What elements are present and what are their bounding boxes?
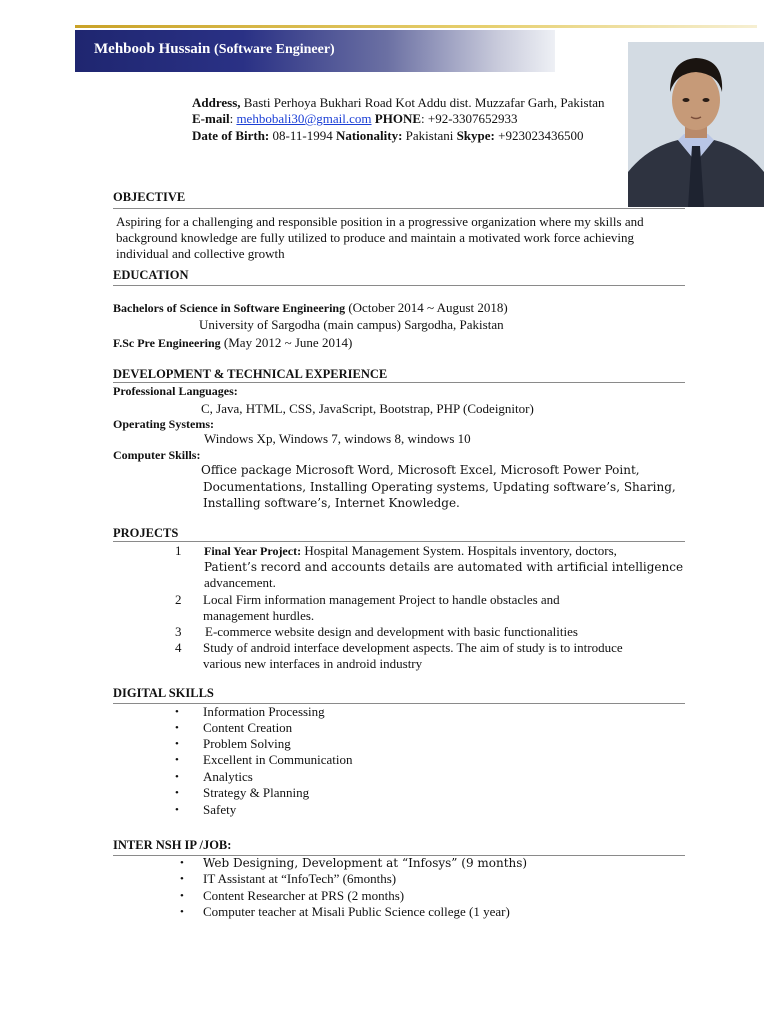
project-1-title: Hospital Management System. Hospitals inventory, doctors,	[304, 543, 617, 558]
digital-skill-item: Strategy & Planning	[203, 785, 310, 800]
degree-1-school: University of Sargodha (main campus) Sargodha, Pakistan	[199, 317, 504, 332]
digital-skill-item: Information Processing	[203, 704, 325, 719]
project-3-number: 3	[175, 624, 182, 639]
degree-2	[113, 335, 352, 351]
experience-rule	[113, 382, 685, 383]
digital-skill-item: Content Creation	[203, 720, 293, 735]
os-value: Windows Xp, Windows 7, windows 8, windows 10	[204, 431, 471, 446]
nationality-value: Pakistani	[405, 128, 454, 143]
project-1-number: 1	[175, 543, 182, 558]
skype-value: +923023436500	[498, 128, 584, 143]
project-3-line-1: E-commerce website design and development with basic functionalities	[205, 624, 578, 639]
digital-skill-item: Excellent in Communication	[203, 752, 353, 767]
candidate-role: (Software Engineer)	[214, 42, 335, 57]
phone-label: PHONE	[374, 111, 422, 126]
objective-heading: OBJECTIVE	[113, 190, 186, 204]
email-colon: :	[229, 111, 234, 126]
address-label: Address,	[192, 95, 241, 110]
bullet-icon: •	[175, 706, 179, 718]
objective-line-1: Aspiring for a challenging and responsible position in a progressive organization where my skills and	[116, 214, 644, 229]
digital-skill-item: Safety	[203, 802, 237, 817]
address-line	[192, 95, 604, 111]
bullet-icon: •	[175, 771, 179, 783]
bullet-icon: •	[180, 890, 184, 902]
digital-skill-item: Analytics	[203, 769, 253, 784]
objective-line-2: background knowledge are fully utilized to produce and maintain a motivated work force achieving	[116, 230, 635, 245]
job-item: Web Designing, Development at “Infosys” (9 months)	[203, 856, 528, 870]
computer-skills-line-3: Installing software’s, Internet Knowledge.	[203, 496, 460, 510]
job-item: Computer teacher at Misali Public Science college (1 year)	[203, 904, 510, 919]
degree-1-dates: (October 2014 ~ August 2018)	[348, 300, 508, 315]
project-2-line-2: management hurdles.	[203, 608, 315, 623]
email-phone-line	[192, 111, 518, 127]
bullet-icon: •	[175, 754, 179, 766]
project-2-line-1: Local Firm information management Project to handle obstacles and	[203, 592, 560, 607]
header-name-role	[94, 41, 335, 58]
profile-photo-illustration	[628, 42, 764, 207]
objective-line-3: individual and collective growth	[116, 246, 285, 261]
project-4-line-1: Study of android interface development aspects. The aim of study is to introduce	[203, 640, 623, 655]
nationality-label: Nationality:	[335, 128, 403, 143]
skype-label: Skype:	[456, 128, 495, 143]
phone-value: : +92-3307652933	[421, 111, 518, 126]
project-1-line-3: advancement.	[204, 575, 276, 590]
bullet-icon: •	[180, 873, 184, 885]
degree-2-dates: (May 2012 ~ June 2014)	[223, 335, 353, 350]
languages-label: Professional Languages:	[113, 384, 238, 398]
degree-1-title: Bachelors of Science in Software Engineering	[113, 301, 346, 315]
computer-skills-line-1: Office package Microsoft Word, Microsoft Excel, Microsoft Power Point,	[201, 463, 640, 477]
computer-skills-line-2: Documentations, Installing Operating systems, Updating software’s, Sharing,	[203, 480, 676, 494]
objective-rule	[113, 208, 685, 209]
candidate-name: Mehboob Hussain	[94, 41, 211, 57]
dob-line	[192, 128, 583, 144]
dob-label: Date of Birth:	[192, 128, 270, 143]
digital-skill-item: Problem Solving	[203, 736, 291, 751]
bullet-icon: •	[175, 738, 179, 750]
education-rule	[113, 285, 685, 286]
os-label: Operating Systems:	[113, 417, 214, 431]
project-1-line-2: Patient’s record and accounts details are automated with artificial intelligence	[204, 560, 684, 574]
project-4-line-2: various new interfaces in android industry	[203, 656, 423, 671]
profile-photo	[628, 42, 764, 207]
project-2-number: 2	[175, 592, 182, 607]
project-1-line-1	[204, 543, 617, 559]
degree-2-title: F.Sc Pre Engineering	[113, 336, 221, 350]
education-heading: EDUCATION	[113, 268, 189, 282]
header-gold-line	[75, 25, 757, 28]
internship-heading: INTER NSH IP /JOB:	[113, 838, 232, 852]
project-4-number: 4	[175, 640, 182, 655]
languages-value: C, Java, HTML, CSS, JavaScript, Bootstrap, PHP (Codeignitor)	[201, 401, 534, 416]
bullet-icon: •	[175, 804, 179, 816]
bullet-icon: •	[180, 857, 184, 869]
address-value: Basti Perhoya Bukhari Road Kot Addu dist. Muzzafar Garh, Pakistan	[243, 95, 605, 110]
dob-value: 08-11-1994	[272, 128, 333, 143]
bullet-icon: •	[175, 787, 179, 799]
job-item: IT Assistant at “InfoTech” (6months)	[203, 871, 397, 886]
email-link[interactable]: mehbobali30@gmail.com	[236, 111, 372, 126]
computer-skills-label: Computer Skills:	[113, 448, 201, 462]
projects-rule	[113, 541, 685, 542]
bullet-icon: •	[180, 906, 184, 918]
job-item: Content Researcher at PRS (2 months)	[203, 888, 405, 903]
project-1-label: Final Year Project:	[204, 544, 302, 558]
digital-skills-heading: DIGITAL SKILLS	[113, 686, 214, 700]
experience-heading: DEVELOPMENT & TECHNICAL EXPERIENCE	[113, 367, 388, 381]
degree-1	[113, 300, 508, 316]
bullet-icon: •	[175, 722, 179, 734]
digital-skills-rule	[113, 703, 685, 704]
projects-heading: PROJECTS	[113, 526, 179, 540]
email-label: E-mail	[192, 111, 230, 126]
